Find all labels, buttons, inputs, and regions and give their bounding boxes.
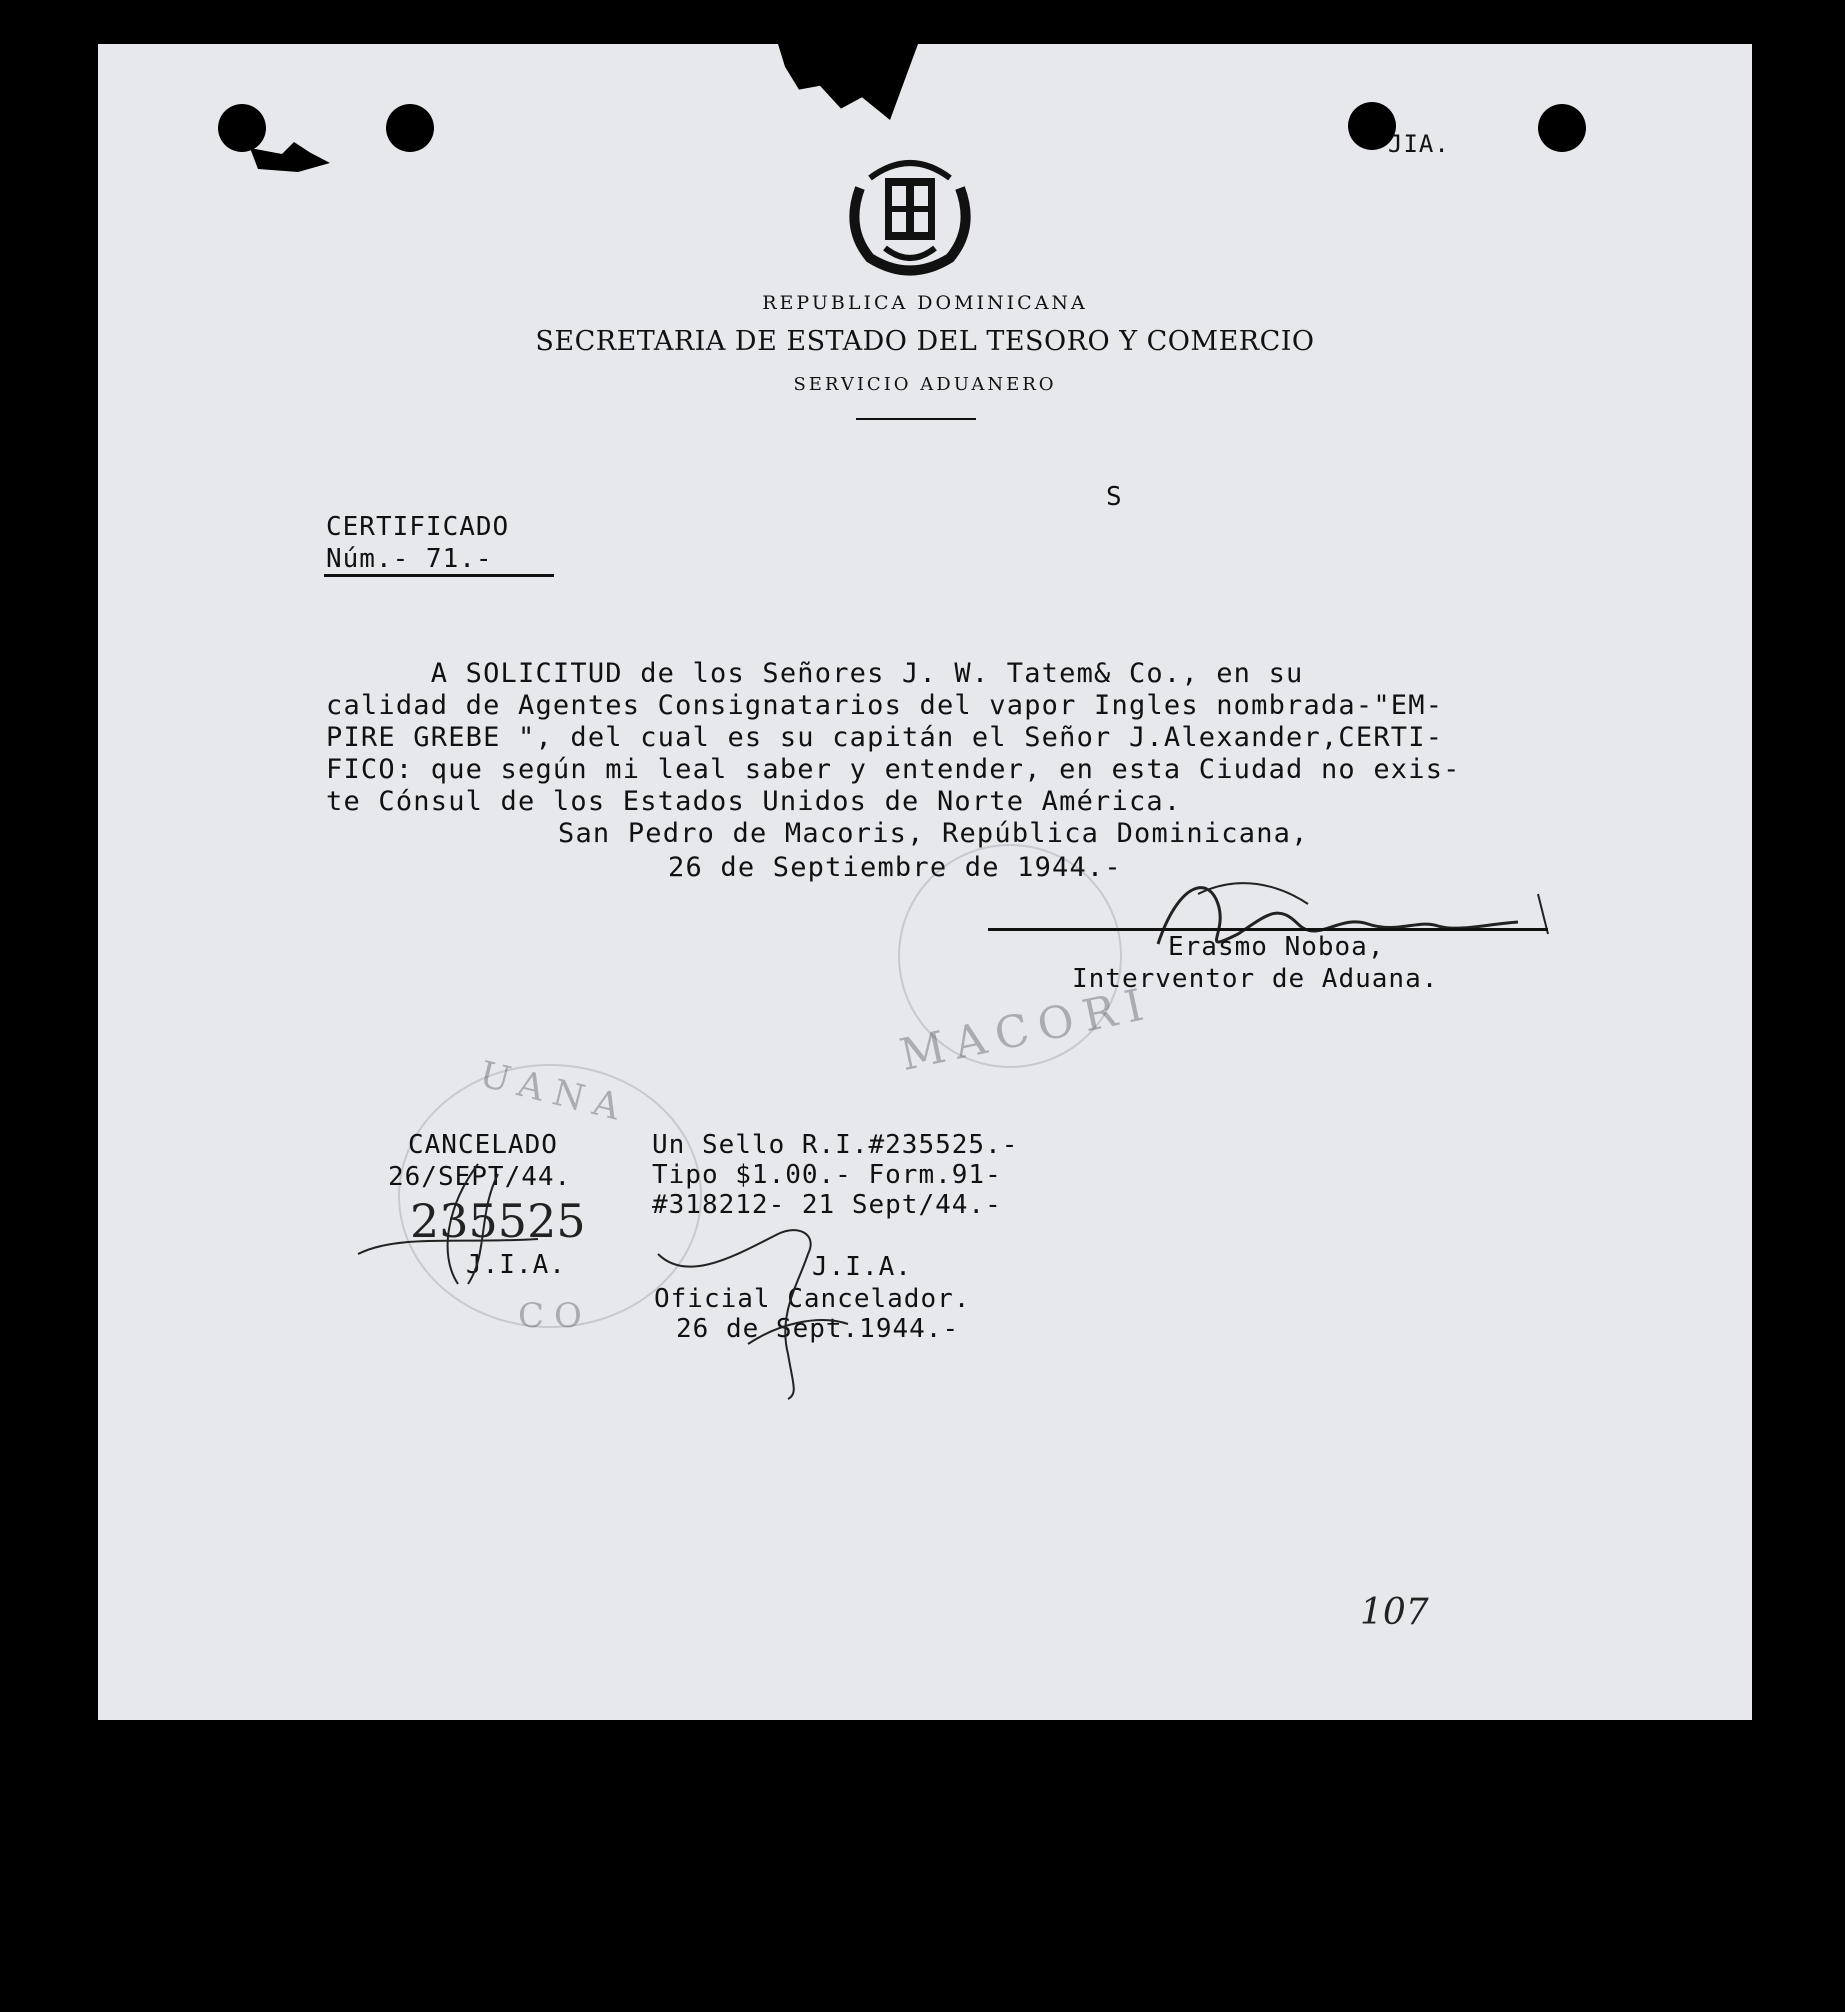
republic-heading: REPUBLICA DOMINICANA	[762, 292, 1088, 314]
corner-code: JIA.	[1388, 130, 1450, 158]
cancel-number: 235525	[410, 1194, 586, 1248]
fiscal-line: Un Sello R.I.#235525.-	[652, 1130, 1019, 1160]
punch-hole	[218, 104, 266, 152]
mark-s: S	[1106, 482, 1123, 512]
cancel-scribble-icon	[338, 1144, 598, 1294]
date-line: 26 de Septiembre de 1944.-	[668, 852, 1122, 883]
torn-edge	[778, 44, 918, 120]
cancel-date: 26/SEPT/44.	[388, 1162, 572, 1192]
body-line: PIRE GREBE ", del cual es su capitán el Señor J.Alexander,CERTI-	[326, 722, 1444, 753]
certificate-number: Núm.- 71.-	[326, 544, 493, 574]
fiscal-officer-date: 26 de Sept.1944.-	[676, 1314, 960, 1344]
header-divider	[856, 418, 976, 420]
page-number: 107	[1360, 1592, 1429, 1633]
fiscal-initials: J.I.A.	[812, 1252, 912, 1282]
officer-scribble-icon	[648, 1194, 928, 1404]
signatory-title: Interventor de Aduana.	[1072, 964, 1439, 994]
cancel-label: CANCELADO	[408, 1130, 558, 1160]
cancel-initials: J.I.A.	[466, 1250, 566, 1280]
body-line: FICO: que según mi leal saber y entender, en esta Ciudad no exis-	[326, 754, 1461, 785]
fiscal-officer: Oficial Cancelador.	[654, 1284, 971, 1314]
body-line: te Cónsul de los Estados Unidos de Norte América.	[326, 786, 1182, 817]
service-heading: SERVICIO ADUANERO	[793, 374, 1057, 395]
place-line: San Pedro de Macoris, República Dominicana,	[558, 818, 1309, 849]
seal-text: CO	[518, 1296, 592, 1336]
torn-mark	[250, 142, 330, 172]
ministry-heading: SECRETARIA DE ESTADO DEL TESORO Y COMERCIO	[535, 326, 1315, 357]
document-page	[98, 44, 1752, 1720]
signatory-name: Erasmo Noboa,	[1168, 932, 1385, 962]
seal-text: UANA	[475, 1054, 634, 1131]
punch-hole	[1538, 104, 1586, 152]
fiscal-line: #318212- 21 Sept/44.-	[652, 1190, 1002, 1220]
fiscal-line: Tipo $1.00.- Form.91-	[652, 1160, 1002, 1190]
body-line: A SOLICITUD de los Señores J. W. Tatem& Co., en su	[326, 658, 1304, 689]
certificate-underline	[324, 574, 554, 577]
certificate-title: CERTIFICADO	[326, 512, 510, 542]
body-line: calidad de Agentes Consignatarios del vapor Ingles nombrada-"EM-	[326, 690, 1444, 721]
seal-text: MACORI	[895, 977, 1158, 1082]
coat-of-arms-icon	[840, 148, 980, 278]
punch-hole	[386, 104, 434, 152]
